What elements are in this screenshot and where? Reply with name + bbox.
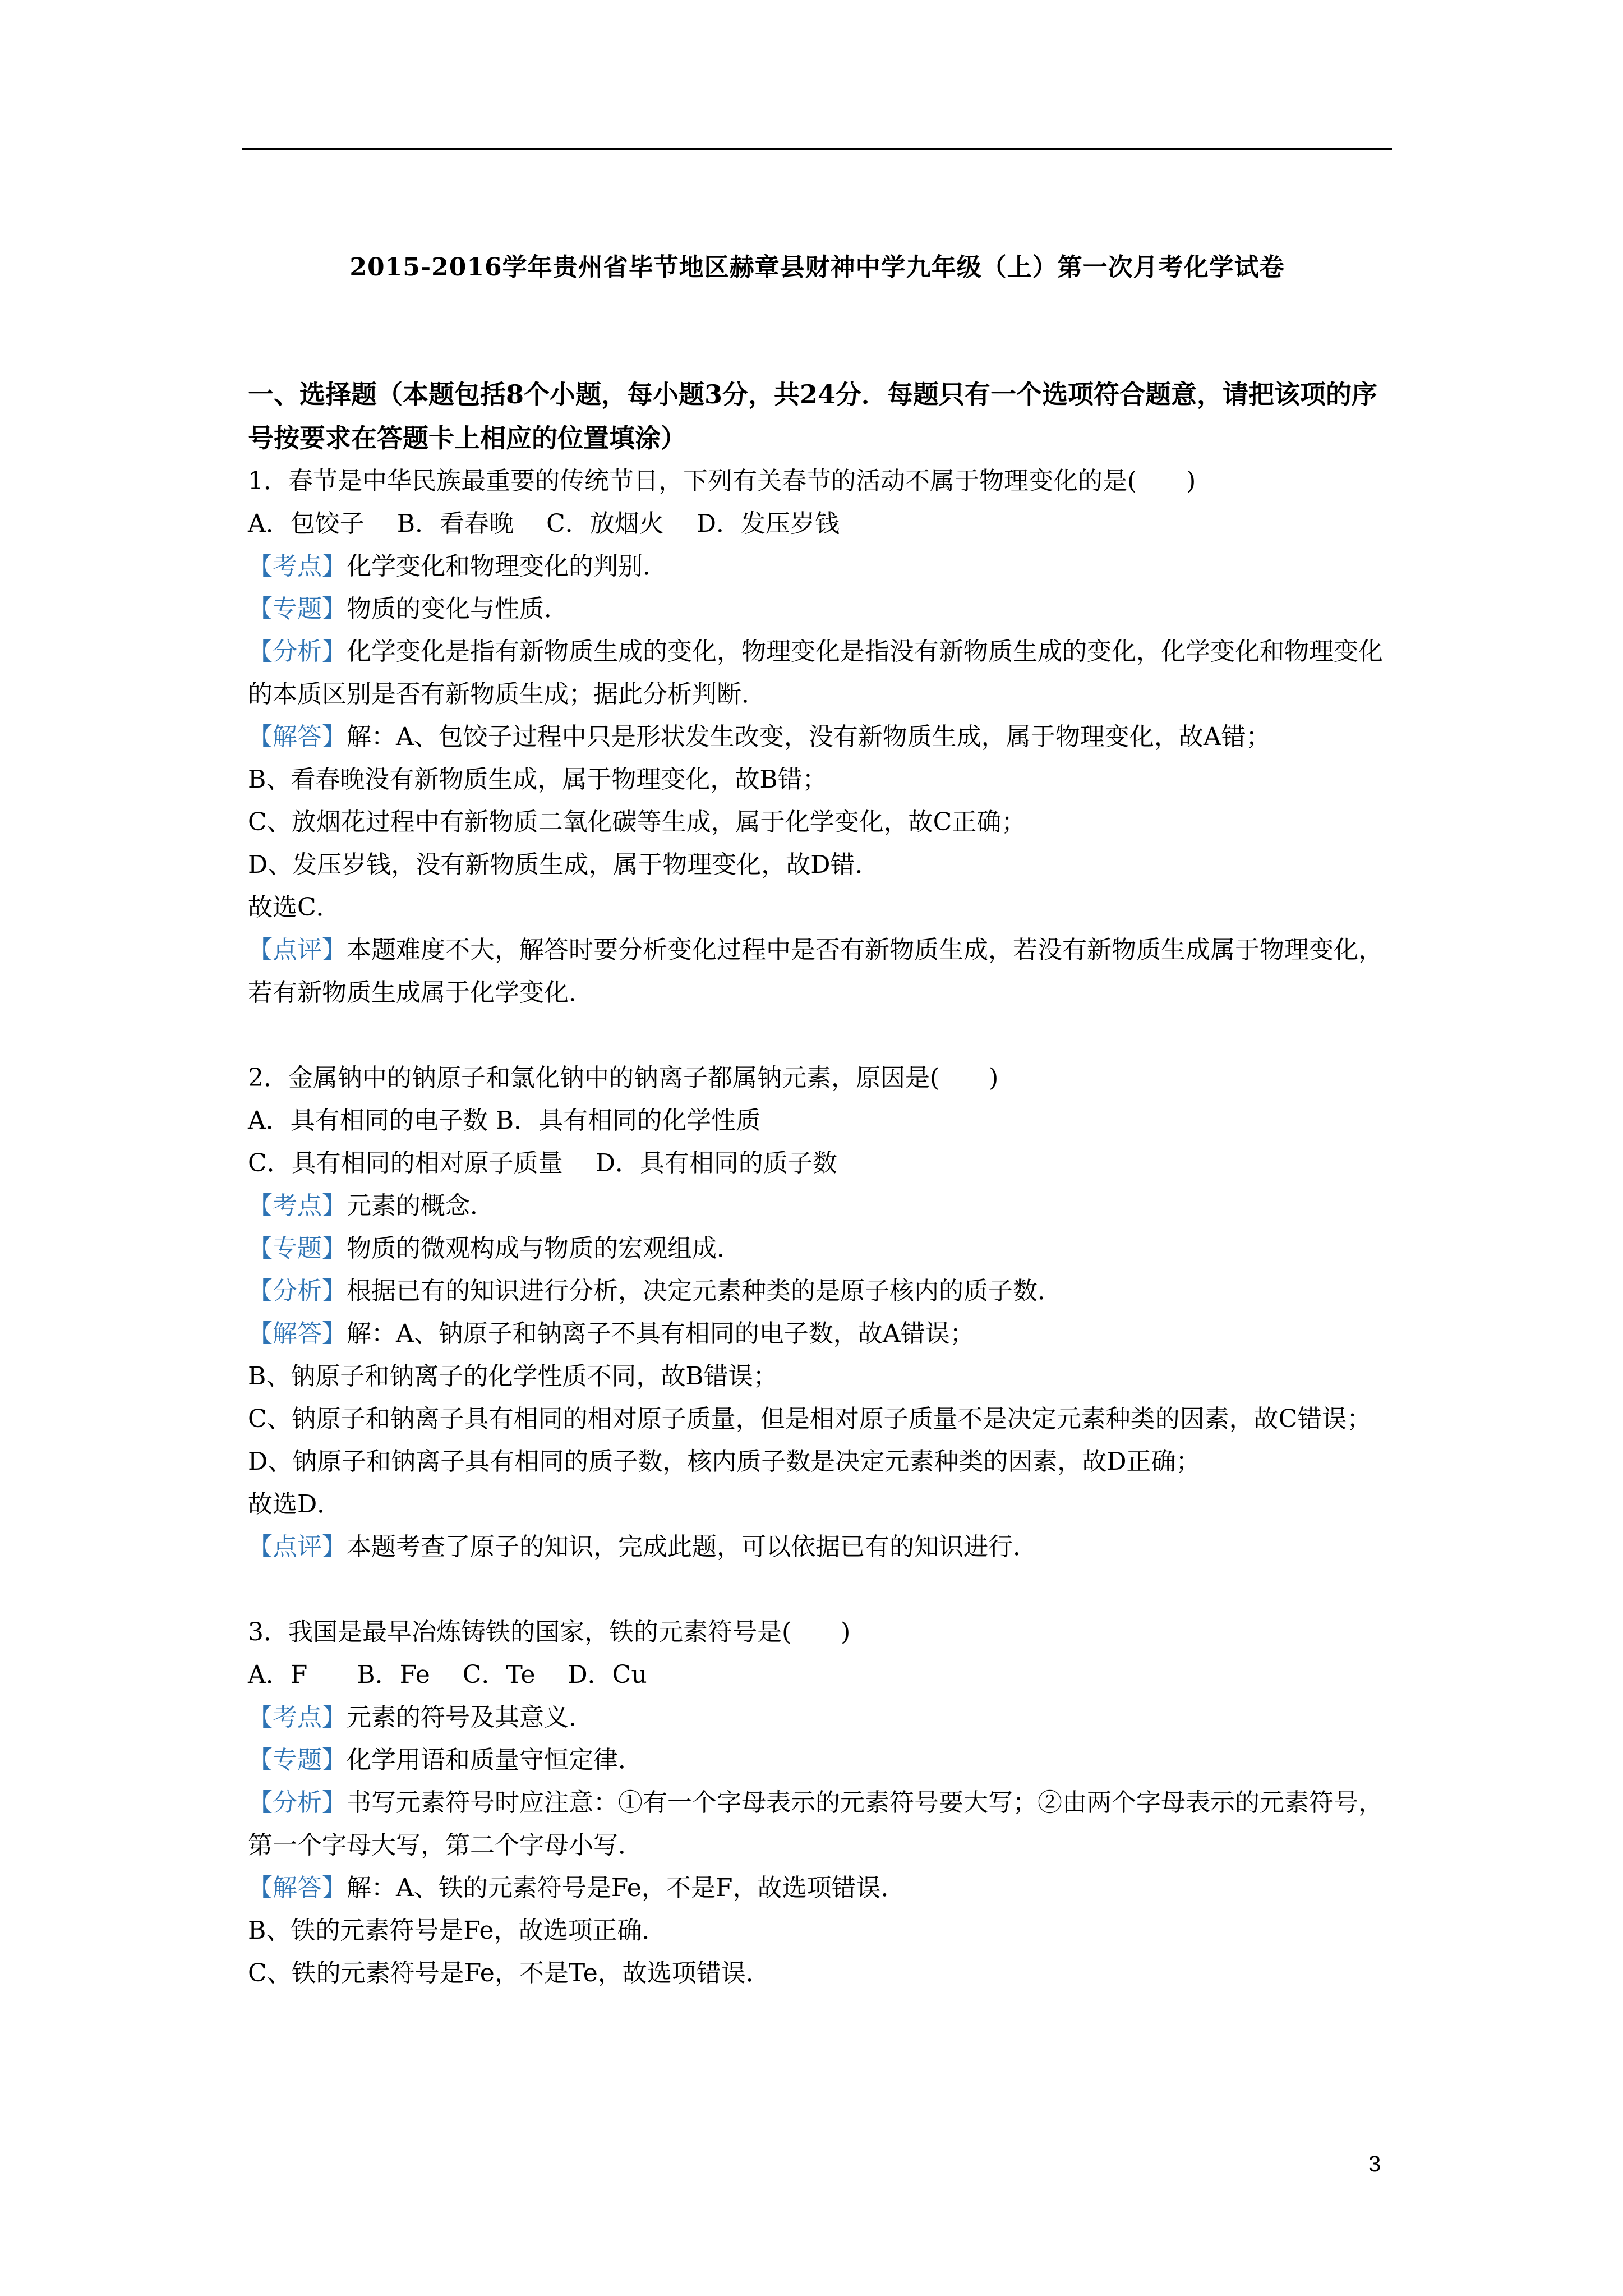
question-stem: 3．我国是最早冶炼铸铁的国家，铁的元素符号是( ) (248, 1618, 851, 1646)
zhuanti-label: 【专题】 (248, 595, 347, 623)
fenxi-row (248, 1270, 1392, 1313)
section-heading: 一、选择题（本题包括8个小题，每小题3分，共24分．每题只有一个选项符合题意，请把该项的序号按要求在答题卡上相应的位置填涂） (248, 379, 1378, 453)
jieda-row (248, 716, 1392, 758)
question-options: A．具有相同的电子数 B．具有相同的化学性质 (248, 1106, 761, 1135)
fenxi-row (248, 631, 1392, 716)
dianping-row (248, 929, 1392, 1014)
header-rule (242, 148, 1392, 150)
document-title: 2015-2016学年贵州省毕节地区赫章县财神中学九年级（上）第一次月考化学试卷 (349, 253, 1285, 282)
jieda-line: 故选D． (248, 1490, 342, 1519)
dianping-text: 本题考查了原子的知识，完成此题，可以依据已有的知识进行． (347, 1533, 1038, 1561)
jieda-label: 【解答】 (248, 723, 347, 751)
question-stem: 2．金属钠中的钠原子和氯化钠中的钠离子都属钠元素，原因是( ) (248, 1064, 999, 1092)
jieda-line: C、钠原子和钠离子具有相同的相对原子质量，但是相对原子质量不是决定元素种类的因素，故C错误； (248, 1405, 1372, 1433)
jieda-label: 【解答】 (248, 1319, 347, 1348)
zhuanti-row (248, 1739, 1392, 1782)
jieda-text: 解：A、铁的元素符号是Fe，不是F，故选项错误． (347, 1874, 906, 1902)
jieda-line: C、铁的元素符号是Fe，不是Te，故选项错误． (248, 1959, 771, 1987)
fenxi-row (248, 1782, 1392, 1867)
kaodian-row (248, 1185, 1392, 1227)
question-options: C．具有相同的相对原子质量 D．具有相同的质子数 (248, 1149, 837, 1177)
kaodian-label: 【考点】 (248, 1703, 347, 1732)
zhuanti-label: 【专题】 (248, 1234, 347, 1263)
jieda-line: B、钠原子和钠离子的化学性质不同，故B错误； (248, 1362, 778, 1391)
jieda-line: D、钠原子和钠离子具有相同的质子数，核内质子数是决定元素种类的因素，故D正确； (248, 1447, 1201, 1476)
fenxi-label: 【分析】 (248, 1277, 347, 1305)
zhuanti-text: 化学用语和质量守恒定律． (347, 1746, 643, 1774)
question-stem: 1．春节是中华民族最重要的传统节日，下列有关春节的活动不属于物理变化的是( ) (248, 467, 1196, 495)
dianping-row (248, 1526, 1392, 1568)
question-spacer (248, 1568, 1392, 1611)
dianping-text: 本题难度不大，解答时要分析变化过程中是否有新物质生成，若没有新物质生成属于物理变化，若有新物质生成属于化学变化． (248, 936, 1383, 1007)
jieda-line: C、放烟花过程中有新物质二氧化碳等生成，属于化学变化，故C正确； (248, 808, 1026, 836)
question-options: A．F B．Fe C．Te D．Cu (248, 1660, 647, 1689)
kaodian-text: 元素的概念． (347, 1191, 495, 1220)
question-1 (248, 460, 1392, 1014)
jieda-line: B、铁的元素符号是Fe，故选项正确． (248, 1916, 667, 1945)
question-2 (248, 1057, 1392, 1568)
question-options: A．包饺子 B．看春晚 C．放烟火 D．发压岁钱 (248, 509, 840, 538)
fenxi-text: 化学变化是指有新物质生成的变化，物理变化是指没有新物质生成的变化，化学变化和物理变化的本质区别是否有新物质生成；据此分析判断． (248, 637, 1383, 708)
jieda-row (248, 1867, 1392, 1910)
jieda-line: 故选C． (248, 893, 341, 922)
fenxi-label: 【分析】 (248, 1788, 347, 1817)
fenxi-text: 书写元素符号时应注意：①有一个字母表示的元素符号要大写；②由两个字母表示的元素符号，第一个字母大写，第二个字母小写． (248, 1788, 1383, 1860)
kaodian-label: 【考点】 (248, 1191, 347, 1220)
jieda-row (248, 1313, 1392, 1355)
dianping-label: 【点评】 (248, 936, 347, 964)
zhuanti-text: 物质的微观构成与物质的宏观组成． (347, 1234, 741, 1263)
jieda-line: D、发压岁钱，没有新物质生成，属于物理变化，故D错． (248, 850, 880, 879)
fenxi-label: 【分析】 (248, 637, 347, 666)
kaodian-label: 【考点】 (248, 552, 347, 581)
kaodian-row (248, 1696, 1392, 1739)
dianping-label: 【点评】 (248, 1533, 347, 1561)
jieda-label: 【解答】 (248, 1874, 347, 1902)
jieda-line: B、看春晚没有新物质生成，属于物理变化，故B错； (248, 765, 827, 794)
fenxi-text: 根据已有的知识进行分析，决定元素种类的是原子核内的质子数． (347, 1277, 1062, 1305)
kaodian-text: 元素的符号及其意义． (347, 1703, 593, 1732)
kaodian-row (248, 545, 1392, 588)
zhuanti-text: 物质的变化与性质． (347, 595, 569, 623)
jieda-text: 解：A、钠原子和钠离子不具有相同的电子数，故A错误； (347, 1319, 975, 1348)
jieda-text: 解：A、包饺子过程中只是形状发生改变，没有新物质生成，属于物理变化，故A错； (347, 723, 1271, 751)
kaodian-text: 化学变化和物理变化的判别． (347, 552, 667, 581)
zhuanti-label: 【专题】 (248, 1746, 347, 1774)
zhuanti-row (248, 1227, 1392, 1270)
question-3 (248, 1611, 1392, 1995)
page-number: 3 (1368, 2152, 1381, 2177)
question-spacer (248, 1014, 1392, 1057)
exam-content (248, 372, 1392, 1995)
zhuanti-row (248, 588, 1392, 631)
